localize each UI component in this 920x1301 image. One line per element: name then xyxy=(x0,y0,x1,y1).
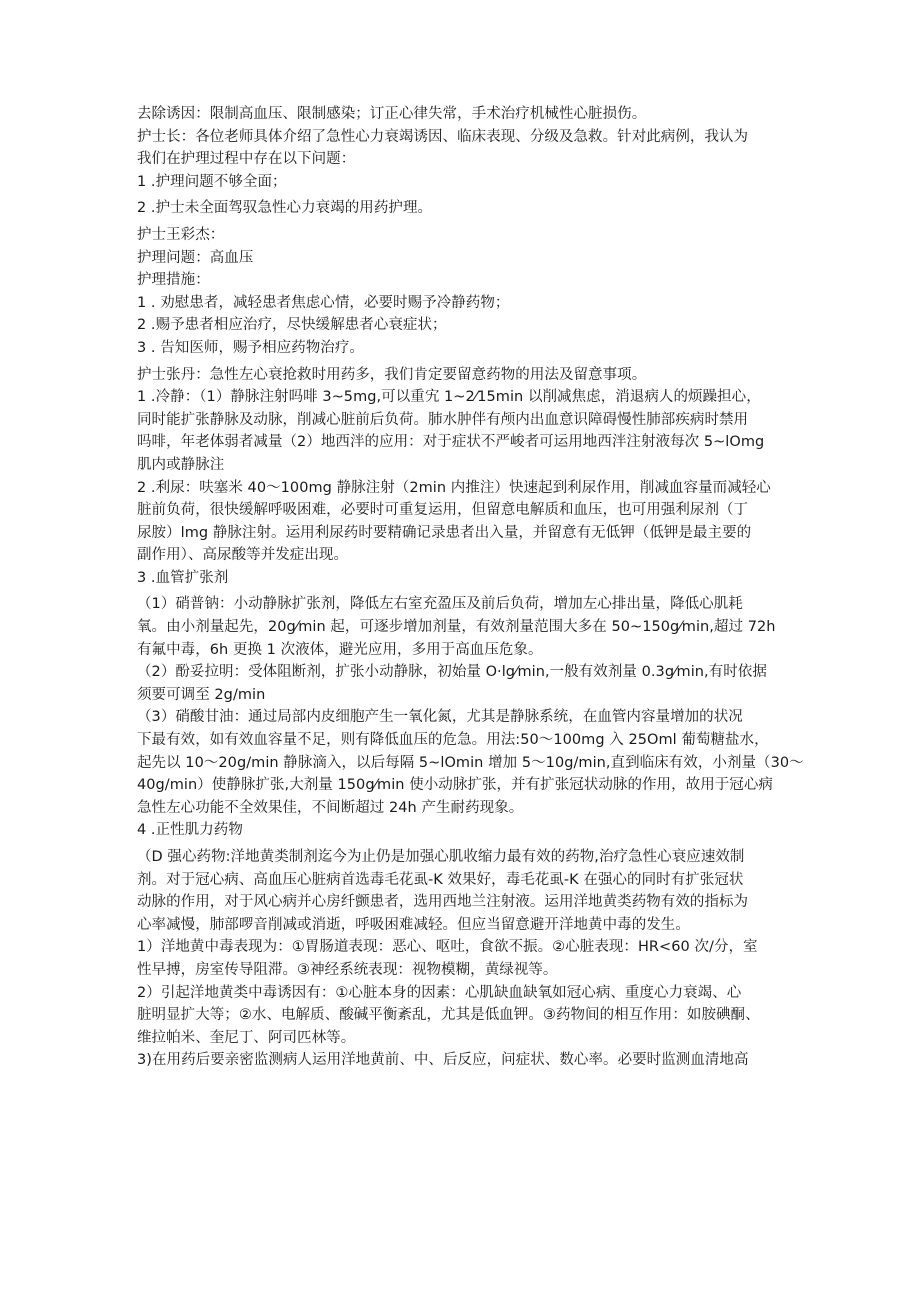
text-line: 下最有效，如有效血容量不足，则有降低血压的危急。用法:50～100mg 入 25Oml 葡萄糖盐水， xyxy=(137,732,769,749)
list-item: 2 .赐予患者相应治疗，尽快缓解患者心衰症状； xyxy=(137,317,447,334)
section-heading: 4 .正性肌力药物 xyxy=(137,822,243,839)
text-line: 我们在护理过程中存在以下问题： xyxy=(137,151,356,168)
text-line: （D 强心药物:洋地黄类制剂迄今为止仍是加强心肌收缩力最有效的药物,治疗急性心衰应速效制 xyxy=(137,849,745,865)
text-line: 剂。对于冠心病、高血压心脏病首选毒毛花虱-K 效果好，毒毛花虱-K 在强心的同时有扩张冠状 xyxy=(137,871,744,888)
text-line: 2）引起洋地黄类中毒诱因有：①心脏本身的因素：心肌缺血缺氧如冠心病、重度心力衰竭、心 xyxy=(137,984,742,1001)
text-line: 维拉帕米、奎尼丁、阿司匹林等。 xyxy=(137,1029,356,1046)
text-line: 40g/min）使静脉扩张,大剂量 150g⁄min 使小动脉扩张，并有扩张冠状动脉的作用，故用于冠心病 xyxy=(137,777,773,794)
text-line: 脏明显扩大等；②水、电解质、酸碱平衡紊乱，尤其是低血钾。③药物间的相互作用：如胺碘酮、 xyxy=(137,1007,760,1024)
list-item: 1 .冷静：（1）静脉注射吗啡 3~5mg,可以重宄 1~2⁄15min 以削减焦虑，消退病人的烦躁担心， xyxy=(137,389,761,406)
text-line: 同时能扩张静脉及动脉，削减心脏前后负荷。肺水肿伴有颅内出血意识障碍慢性肺部疾病时禁用 xyxy=(137,411,749,428)
section-heading: 3 .血管扩张剂 xyxy=(137,569,229,586)
list-item: 1 . 劝慰患者，减轻患者焦虑心情，必要时赐予冷静药物； xyxy=(137,294,510,311)
text-line: 有氟中毒，6h 更换 1 次液体，避光应用，多用于高血压危象。 xyxy=(137,641,543,658)
text-line: 脏前负荷，很快缓解呼吸困难，必要时可重复运用，但留意电解质和血压，也可用强利尿剂（丁 xyxy=(137,502,749,519)
text-line: 肌内或静脉注 xyxy=(137,456,225,473)
list-item: 1 .护理问题不够全面； xyxy=(137,173,287,190)
text-line: 3)在用药后要亲密监测病人运用洋地黄前、中、后反应，问症状、数心率。必要时监测血清地高 xyxy=(137,1052,749,1069)
text-line: （3）硝酸甘油：通过局部内皮细胞产生一氧化氮，尤其是静脉系统，在血管内容量增加的状况 xyxy=(137,709,743,726)
speaker-heading: 护士王彩杰： xyxy=(137,226,225,243)
text-line: 护士长：各位老师具体介绍了急性心力衰竭诱因、临床表现、分级及急救。针对此病例，我认为 xyxy=(137,128,749,145)
text-line: 护理问题：高血压 xyxy=(137,249,254,266)
text-line: 须要可调至 2g/min xyxy=(137,686,266,703)
text-line: 心率减慢，肺部啰音削减或消逝，呼吸困难减轻。但应当留意避开洋地黄中毒的发生。 xyxy=(137,916,690,933)
text-line: 急性左心功能不全效果佳，不间断超过 24h 产生耐药现象。 xyxy=(137,799,524,816)
text-line: 1）洋地黄中毒表现为：①胃肠道表现：恶心、呕吐，食欲不振。②心脏表现：HR<60 次/分，室 xyxy=(137,939,758,956)
list-item: 2 .护士未全面驾驭急性心力衰竭的用药护理。 xyxy=(137,200,433,217)
text-line: （2）酚妥拉明：受体阻断剂，扩张小动静脉，初始量 O·lg⁄min,一般有效剂量 0.3g⁄min,有时依据 xyxy=(137,664,767,681)
list-item: 3 . 告知医师，赐予相应药物治疗。 xyxy=(137,339,364,356)
text-line: 起先以 10～20g/min 静脉滴入，以后每隔 5~lOmin 增加 5～10g/min,直到临床有效，小剂量（30～ xyxy=(137,754,804,771)
text-line: （1）硝普钠：小动静脉扩张剂，降低左右室充盈压及前后负荷，增加左心排出量，降低心肌耗 xyxy=(137,596,743,613)
text-line: 性早搏，房室传导阻滞。③神经系统表现：视物模糊，黄绿视等。 xyxy=(137,961,558,978)
text-line: 氧。由小剂量起先，20g⁄min 起，可逐步增加剂量，有效剂量范围大多在 50~150g⁄min,超过 72h xyxy=(137,619,776,636)
text-line: 吗啡，年老体弱者减量（2）地西泮的应用：对于症状不严峻者可运用地西泮注射液每次 5~lOmg xyxy=(137,434,765,451)
text-line: 副作用）、高尿酸等并发症出现。 xyxy=(137,547,348,564)
text-line: 护理措施： xyxy=(137,272,210,289)
list-item: 2 .利尿：呋塞米 40～100mg 静脉注射（2min 内推注）快速起到利尿作用，削减血容量而减轻心 xyxy=(137,479,771,496)
speaker-heading: 护士张丹：急性左心衰抢救时用药多，我们肯定要留意药物的用法及留意事项。 xyxy=(137,366,647,383)
text-line: 去除诱因：限制高血压、限制感染；订正心律失常，手术治疗机械性心脏损伤。 xyxy=(137,106,647,122)
document-body xyxy=(137,103,804,1072)
text-line: 尿胺）lmg 静脉注射。运用利尿药时要精确记录患者出入量，并留意有无低钾（低钾是最主要的 xyxy=(137,524,752,541)
text-line: 动脉的作用，对于风心病并心房纤颤患者，选用西地兰注射液。运用洋地黄类药物有效的指标为 xyxy=(137,894,749,911)
